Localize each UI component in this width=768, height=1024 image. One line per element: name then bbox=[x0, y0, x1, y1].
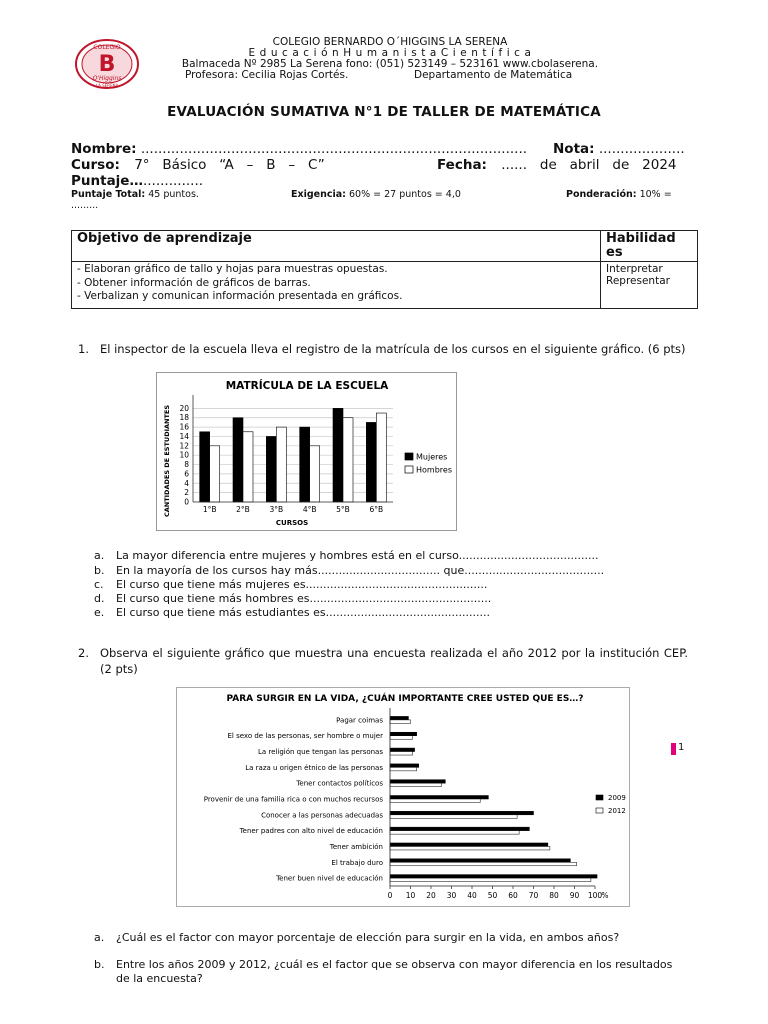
question-text: El inspector de la escuela lleva el registro de la matrícula de los cursos en el siguiente gráfico. (6 pts) bbox=[100, 342, 686, 356]
school-education: E d u c a c i ó n H u m a n i s t a C i e n t í f i c a bbox=[248, 47, 532, 59]
score-field[interactable]: .............. bbox=[142, 173, 204, 189]
bar-2012 bbox=[390, 736, 413, 740]
y-tick-label: 4 bbox=[184, 478, 189, 488]
option-text: El curso que tiene más hombres es.................................................... bbox=[116, 592, 492, 605]
logo-letter: B bbox=[98, 52, 116, 77]
weight bbox=[566, 189, 672, 200]
option-letter: a. bbox=[94, 931, 105, 944]
category-label: La raza u origen étnico de las personas bbox=[245, 763, 383, 772]
bar-2012 bbox=[390, 783, 441, 787]
category-label: El sexo de las personas, ser hombre o mujer bbox=[227, 732, 383, 741]
y-tick-label: 18 bbox=[179, 413, 189, 423]
score-row bbox=[71, 173, 203, 189]
bar-mujeres bbox=[300, 427, 310, 502]
total-label: Puntaje Total: bbox=[71, 189, 146, 200]
bar-2009 bbox=[390, 859, 570, 863]
category-label: La religión que tengan las personas bbox=[258, 748, 383, 757]
legend-swatch bbox=[405, 453, 413, 460]
bar-hombres bbox=[310, 446, 320, 502]
question-option bbox=[94, 958, 694, 984]
bar-mujeres bbox=[200, 432, 210, 502]
grade-row bbox=[553, 141, 685, 157]
course-row bbox=[71, 157, 325, 173]
survey-chart bbox=[176, 687, 630, 907]
bar-2012 bbox=[390, 878, 591, 882]
logo-text-bottom: O'Higgins bbox=[92, 75, 122, 82]
page-mark bbox=[671, 743, 676, 755]
page-number bbox=[671, 742, 685, 756]
x-tick-label: 4°B bbox=[302, 505, 317, 514]
name-row bbox=[71, 141, 527, 157]
y-tick-label: 10 bbox=[179, 450, 189, 460]
objective-items bbox=[72, 262, 601, 309]
x-tick-label: 6°B bbox=[369, 505, 384, 514]
x-tick-label: 2°B bbox=[236, 505, 250, 514]
bar-hombres bbox=[243, 432, 253, 502]
bar-mujeres bbox=[233, 418, 243, 502]
bar-2009 bbox=[390, 811, 534, 815]
legend-label: 2009 bbox=[608, 794, 626, 802]
option-letter: a. bbox=[94, 549, 105, 562]
x-tick-label: 90 bbox=[569, 891, 580, 900]
demand bbox=[291, 189, 461, 200]
legend-label: Mujeres bbox=[416, 452, 448, 462]
bar-mujeres bbox=[266, 436, 276, 502]
x-tick-label: 80 bbox=[549, 891, 559, 900]
logo-text-small: LA SERENA bbox=[95, 83, 119, 88]
category-label: Tener ambición bbox=[329, 842, 383, 851]
category-label: Tener padres con alto nivel de educación bbox=[239, 827, 383, 836]
x-tick-label: 60 bbox=[508, 891, 518, 900]
page-number-text: 1 bbox=[678, 742, 685, 753]
legend-swatch bbox=[596, 808, 603, 813]
legend-label: Hombres bbox=[416, 465, 452, 475]
bar-2009 bbox=[390, 780, 445, 784]
bar-2009 bbox=[390, 875, 597, 879]
objective-item: - Obtener información de gráficos de barras. bbox=[77, 276, 311, 289]
legend-swatch bbox=[405, 466, 413, 473]
option-letter: d. bbox=[94, 592, 105, 605]
category-label: Provenir de una familia rica o con muchos recursos bbox=[203, 795, 383, 804]
x-tick-label: 30 bbox=[446, 891, 457, 900]
option-text: El curso que tiene más estudiantes es............................................... bbox=[116, 606, 490, 619]
y-tick-label: 0 bbox=[184, 497, 189, 507]
demand-label: Exigencia: bbox=[291, 189, 346, 200]
school-name: COLEGIO BERNARDO O´HIGGINS LA SERENA bbox=[272, 36, 508, 48]
enrollment-chart bbox=[156, 372, 457, 531]
bar-2009 bbox=[390, 716, 408, 720]
option-letter: b. bbox=[94, 958, 105, 971]
school-logo bbox=[74, 38, 140, 90]
bar-2012 bbox=[390, 720, 411, 723]
category-label: El trabajo duro bbox=[331, 858, 383, 867]
bar-mujeres bbox=[333, 408, 343, 502]
option-letter: c. bbox=[94, 578, 104, 591]
objective-header: Objetivo de aprendizaje bbox=[72, 231, 601, 262]
weight-label: Ponderación: bbox=[566, 189, 637, 200]
bar-2009 bbox=[390, 732, 417, 736]
x-tick-label: 70 bbox=[528, 891, 539, 900]
score-label: Puntaje… bbox=[71, 173, 143, 189]
chart-title: PARA SURGIR EN LA VIDA, ¿CUÁN IMPORTANTE CREE USTED QUE ES…? bbox=[226, 694, 584, 704]
chart-axes bbox=[388, 708, 609, 900]
skill-item: Interpretar bbox=[606, 263, 663, 275]
y-tick-label: 6 bbox=[184, 469, 189, 479]
weight-value: 10% = bbox=[636, 189, 672, 200]
y-tick-label: 8 bbox=[184, 460, 189, 470]
option-text: En la mayoría de los cursos hay más................................... que........................................ bbox=[116, 564, 605, 577]
question-option bbox=[94, 606, 694, 632]
bar-hombres bbox=[343, 418, 353, 502]
grade-field[interactable]: .................... bbox=[598, 141, 685, 157]
date-value: ...... de abril de 2024 bbox=[501, 157, 677, 173]
objective-item: - Elaboran gráfico de tallo y hojas para muestras opuestas. bbox=[77, 263, 388, 275]
category-label: Pagar coimas bbox=[336, 716, 383, 725]
question-option bbox=[94, 931, 694, 957]
demand-value: 60% = 27 puntos = 4,0 bbox=[345, 189, 461, 200]
question-number: 2. bbox=[78, 646, 89, 660]
option-letter: b. bbox=[94, 564, 105, 577]
chart-legend bbox=[405, 453, 452, 475]
option-text: La mayor diferencia entre mujeres y hombres está en el curso........................................ bbox=[116, 549, 599, 562]
grade-label: Nota: bbox=[553, 141, 595, 157]
x-tick-label: 3°B bbox=[269, 505, 284, 514]
bar-hombres bbox=[376, 413, 386, 502]
bar-2012 bbox=[390, 815, 517, 819]
bar-2009 bbox=[390, 748, 415, 752]
option-text: ¿Cuál es el factor con mayor porcentaje de elección para surgir en la vida, en ambos años? bbox=[116, 931, 620, 944]
y-tick-label: 12 bbox=[179, 441, 189, 451]
x-tick-label: 10 bbox=[405, 891, 416, 900]
course-label: Curso: bbox=[71, 157, 120, 173]
objective-item: - Verbalizan y comunican información presentada en gráficos. bbox=[77, 290, 403, 302]
x-tick-label: % bbox=[601, 891, 609, 900]
department-name: Departamento de Matemática bbox=[414, 69, 573, 81]
course-value: 7° Básico “A – B – C” bbox=[134, 157, 325, 173]
chart-xlabel: CURSOS bbox=[275, 519, 309, 527]
question-number: 1. bbox=[78, 342, 89, 356]
option-letter: e. bbox=[94, 606, 105, 619]
logo-text-top: COLEGIO bbox=[93, 44, 121, 51]
category-label: Tener contactos políticos bbox=[296, 779, 383, 788]
question-2 bbox=[78, 645, 688, 679]
x-tick-label: 1°B bbox=[202, 505, 217, 514]
question-1 bbox=[78, 341, 688, 375]
x-tick-label: 100 bbox=[587, 891, 603, 900]
chart-ylabel: CANTIDADES DE ESTUDIANTES bbox=[163, 404, 171, 518]
bar-2009 bbox=[390, 796, 488, 800]
objectives-table bbox=[71, 230, 698, 309]
total-value: 45 puntos. bbox=[145, 189, 199, 200]
name-field[interactable]: .......................................................................................... bbox=[140, 141, 528, 157]
chart-bars bbox=[390, 716, 597, 881]
chart-title: MATRÍCULA DE LA ESCUELA bbox=[225, 380, 389, 392]
y-tick-label: 16 bbox=[179, 422, 189, 432]
bar-hombres bbox=[276, 427, 286, 502]
teacher-name: Profesora: Cecilia Rojas Cortés. bbox=[185, 69, 349, 81]
bar-2012 bbox=[390, 767, 417, 771]
bar-2012 bbox=[390, 752, 413, 756]
skills-header: Habilidad es bbox=[601, 231, 698, 262]
legend-swatch bbox=[596, 795, 603, 800]
total-score bbox=[71, 189, 199, 200]
bar-2012 bbox=[390, 799, 480, 803]
x-tick-label: 0 bbox=[387, 891, 393, 900]
option-text: El curso que tiene más mujeres es.................................................... bbox=[116, 578, 488, 591]
enrollment-chart-svg bbox=[157, 373, 456, 530]
school-address: Balmaceda Nº 2985 La Serena fono: (051) 523149 – 523161 www.cbolaserena. bbox=[181, 58, 599, 70]
chart-grid bbox=[193, 408, 393, 502]
date-row bbox=[437, 157, 677, 173]
question-text: Observa el siguiente gráfico que muestra una encuesta realizada el año 2012 por la institución CEP. (2 pts) bbox=[100, 646, 688, 676]
bar-2012 bbox=[390, 862, 577, 866]
x-tick-label: 40 bbox=[467, 891, 477, 900]
category-label: Tener buen nivel de educación bbox=[276, 874, 383, 883]
date-label: Fecha: bbox=[437, 157, 487, 173]
y-tick-label: 2 bbox=[184, 488, 189, 498]
skills-list bbox=[601, 262, 698, 309]
survey-chart-svg bbox=[177, 688, 629, 906]
y-tick-label: 20 bbox=[179, 403, 189, 413]
legend-label: 2012 bbox=[608, 807, 626, 815]
category-label: Conocer a las personas adecuadas bbox=[261, 811, 383, 820]
x-tick-label: 5°B bbox=[336, 505, 350, 514]
option-text: Entre los años 2009 y 2012, ¿cuál es el factor que se observa con mayor diferencia en los resultados de la encuesta? bbox=[116, 958, 673, 985]
bar-hombres bbox=[210, 446, 220, 502]
bar-2009 bbox=[390, 764, 419, 768]
exam-title: EVALUACIÓN SUMATIVA N°1 DE TALLER DE MATEMÁTICA bbox=[167, 104, 601, 120]
chart-legend bbox=[596, 794, 626, 815]
x-tick-label: 20 bbox=[426, 891, 436, 900]
weight-dots: ......... bbox=[71, 200, 99, 211]
bar-2012 bbox=[390, 831, 519, 835]
bar-2009 bbox=[390, 827, 529, 831]
chart-category-labels bbox=[204, 716, 384, 882]
x-tick-label: 50 bbox=[487, 891, 498, 900]
name-label: Nombre: bbox=[71, 141, 137, 157]
bar-2012 bbox=[390, 846, 550, 850]
skill-item: Representar bbox=[606, 275, 670, 287]
y-tick-label: 14 bbox=[179, 431, 189, 441]
bar-2009 bbox=[390, 843, 548, 847]
bar-mujeres bbox=[366, 422, 376, 502]
